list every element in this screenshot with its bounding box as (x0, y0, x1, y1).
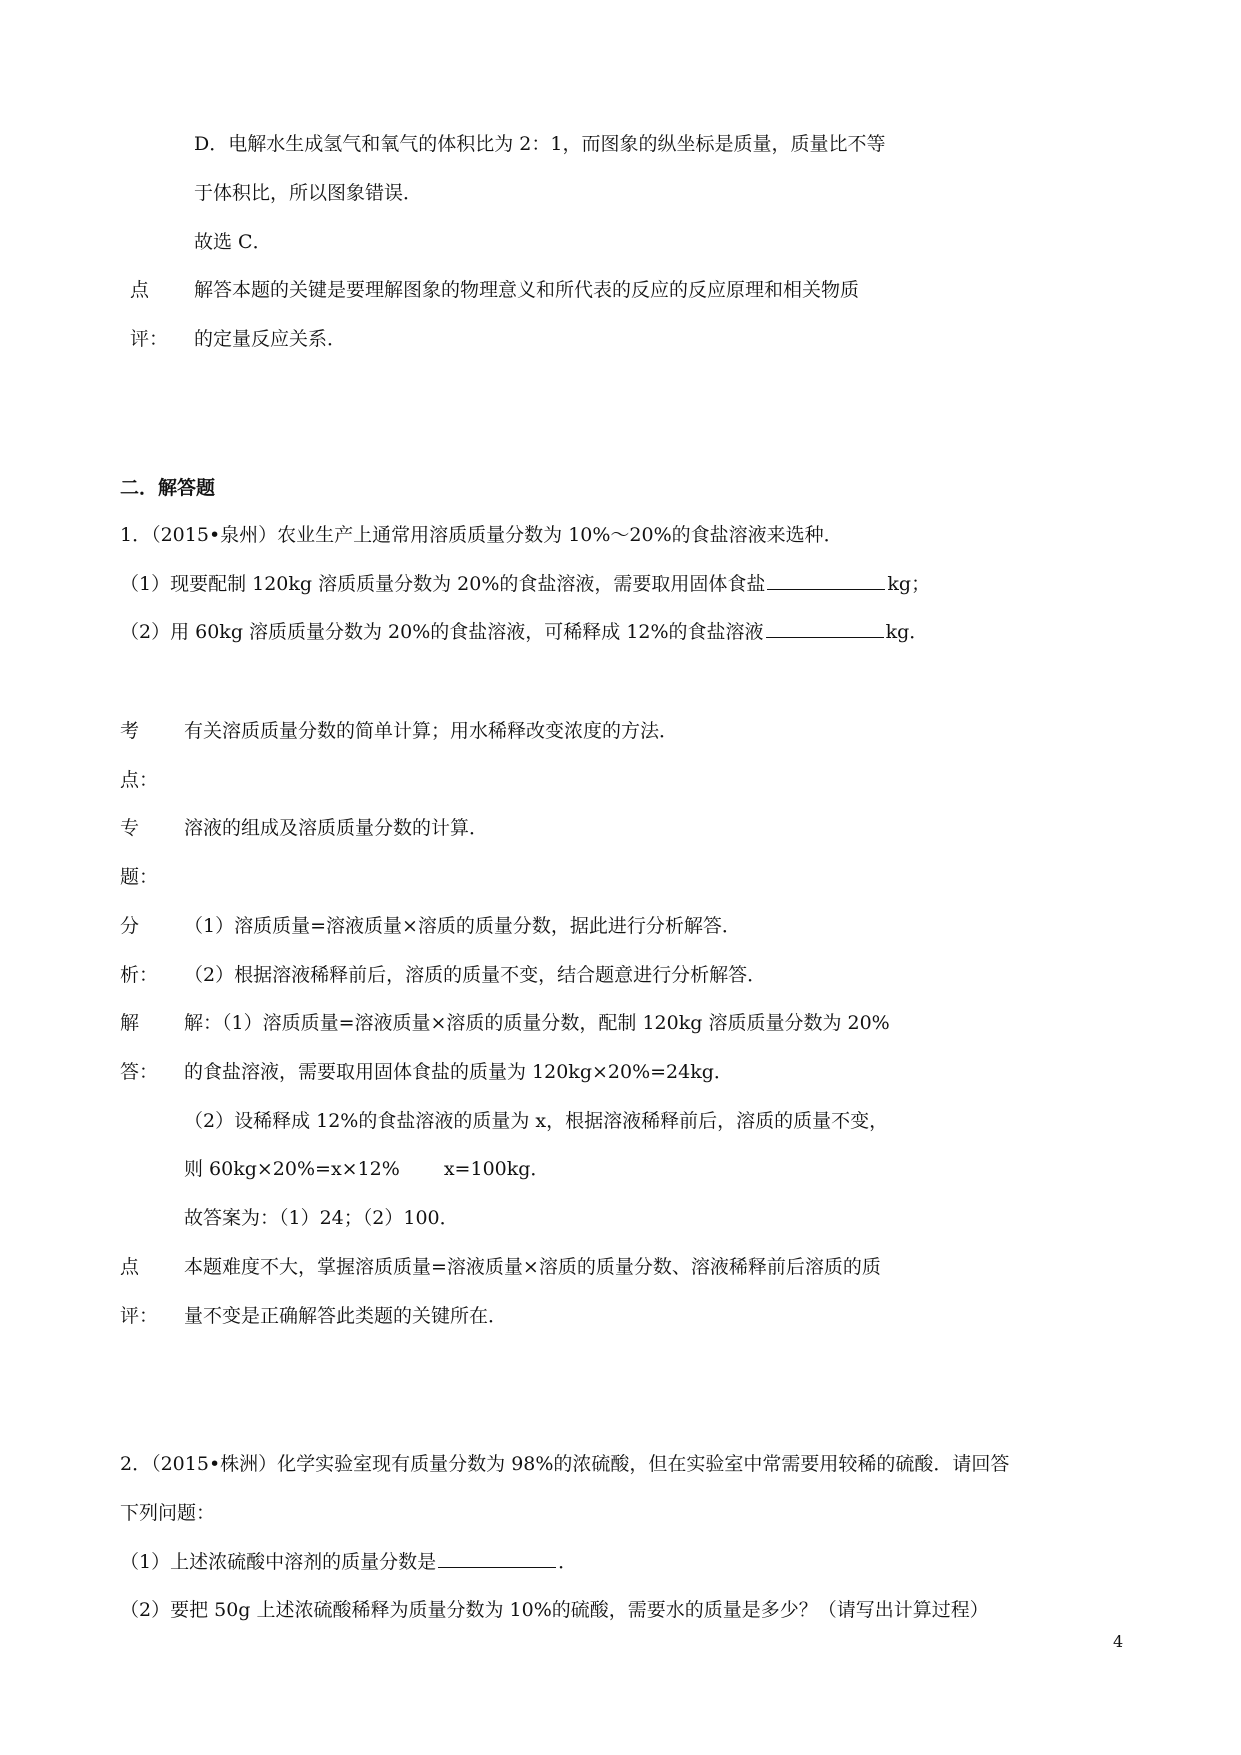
kaodian-label-top: 考 (120, 720, 140, 742)
jieda-line-1: 解：（1）溶质质量=溶液质量×溶质的质量分数，配制 120kg 溶质质量分数为 20% (184, 1012, 890, 1034)
q2-part-2: （2）要把 50g 上述浓硫酸稀释为质量分数为 10%的硫酸，需要水的质量是多少？（请写出计算过程） (120, 1599, 989, 1621)
option-d-line-2: 于体积比，所以图象错误． (194, 182, 423, 204)
q2-part-1-text: （1）上述浓硫酸中溶剂的质量分数是 (120, 1551, 437, 1573)
q1-part-1-blank (767, 571, 885, 590)
answer-choice: 故选 C． (194, 231, 272, 253)
jieda-line-3: （2）设稀释成 12%的食盐溶液的质量为 x，根据溶液稀释前后，溶质的质量不变， (184, 1110, 889, 1132)
dianping-label-top: 点 (120, 1256, 140, 1278)
q1-stem: 1．（2015•泉州）农业生产上通常用溶质质量分数为 10%～20%的食盐溶液来选种． (120, 524, 843, 546)
kaodian-label-bottom: 点： (120, 769, 159, 791)
q2-part-1-end: ． (558, 1551, 578, 1573)
q2-stem-line-2: 下列问题： (120, 1502, 216, 1524)
q1-part-2-text: （2）用 60kg 溶质质量分数为 20%的食盐溶液，可稀释成 12%的食盐溶液 (120, 621, 764, 643)
comment-line-1: 解答本题的关键是要理解图象的物理意义和所代表的反应的反应原理和相关物质 (194, 279, 860, 301)
kaodian-text: 有关溶质质量分数的简单计算；用水稀释改变浓度的方法． (184, 720, 679, 742)
q1-part-2-unit: kg． (885, 621, 929, 643)
q2-stem-line-1: 2．（2015•株洲）化学实验室现有质量分数为 98%的浓硫酸，但在实验室中常需要用较稀的硫酸．请回答 (120, 1453, 1010, 1475)
comment-label-top: 点 (130, 279, 150, 301)
comment-label-bottom: 评： (130, 328, 169, 350)
fenxi-label-top: 分 (120, 915, 140, 937)
q2-part-1 (120, 1549, 577, 1575)
q1-part-2-blank (766, 619, 884, 638)
jieda-label-bottom: 答： (120, 1061, 159, 1083)
zhuanti-text: 溶液的组成及溶质质量分数的计算． (184, 817, 489, 839)
q1-part-1-text: （1）现要配制 120kg 溶质质量分数为 20%的食盐溶液，需要取用固体食盐 (120, 573, 766, 595)
dianping-line-1: 本题难度不大，掌握溶质质量=溶液质量×溶质的质量分数、溶液稀释前后溶质的质 (184, 1256, 881, 1278)
dianping-label-bottom: 评： (120, 1305, 159, 1327)
q1-part-2 (120, 619, 928, 645)
q1-part-1-unit: kg； (887, 573, 931, 595)
fenxi-label-bottom: 析： (120, 964, 159, 986)
jieda-result: x=100kg． (443, 1158, 550, 1180)
fenxi-line-2: （2）根据溶液稀释前后，溶质的质量不变，结合题意进行分析解答． (184, 964, 767, 986)
jieda-line-4 (184, 1156, 549, 1182)
jieda-line-5: 故答案为：（1）24；（2）100． (184, 1207, 459, 1229)
zhuanti-label-top: 专 (120, 817, 140, 839)
option-d-line-1: D．电解水生成氢气和氧气的体积比为 2：1，而图象的纵坐标是质量，质量比不等 (194, 133, 886, 155)
q2-part-1-blank (438, 1549, 556, 1568)
page-number: 4 (1113, 1632, 1124, 1651)
zhuanti-label-bottom: 题： (120, 866, 159, 888)
comment-line-2: 的定量反应关系． (194, 328, 347, 350)
dianping-line-2: 量不变是正确解答此类题的关键所在． (184, 1305, 508, 1327)
jieda-label-top: 解 (120, 1012, 140, 1034)
jieda-equation: 则 60kg×20%=x×12% (184, 1158, 400, 1180)
fenxi-line-1: （1）溶质质量=溶液质量×溶质的质量分数，据此进行分析解答． (184, 915, 741, 937)
section-title: 二．解答题 (120, 477, 216, 499)
q1-part-1 (120, 571, 930, 597)
jieda-line-2: 的食盐溶液，需要取用固体食盐的质量为 120kg×20%=24kg． (184, 1061, 733, 1083)
